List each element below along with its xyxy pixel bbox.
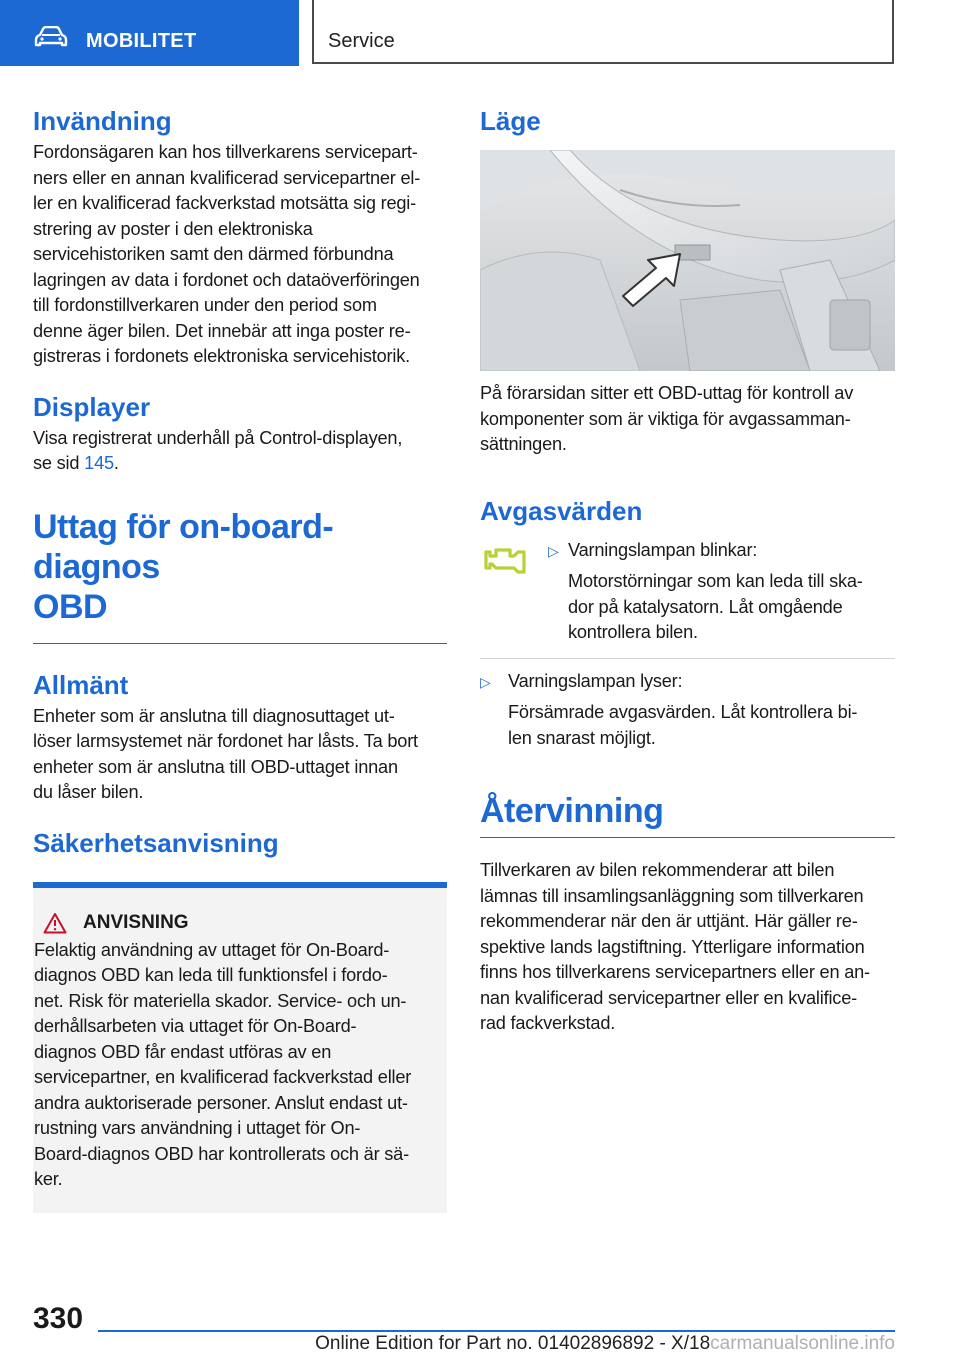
list-item-title: Varningslampan blinkar: [568,539,758,560]
caption-line: komponenter som är viktiga för avgassamman- [480,408,851,429]
allmant-line: du låser bilen. [33,782,144,802]
avgas-item-with-icon [480,538,895,646]
atervinning-line: rad fackverkstad. [480,1013,616,1033]
footer-edition [300,1333,895,1355]
notice-body [33,938,447,1193]
avgas-list [480,538,895,752]
invandning-line: servicehistoriken samt den därmed förbundna [33,244,394,264]
invandning-line: denne äger bilen. Det innebär att inga poster re- [33,320,411,341]
left-column [33,96,447,1213]
list-item-line: Försämrade avgasvärden. Låt kontrollera bi- [508,702,858,722]
notice-line: diagnos OBD får endast utföras av en [34,1041,332,1062]
notice-line: rustning vars användning i uttaget för On- [34,1118,361,1138]
list-item [548,538,895,646]
chapter-title-line: OBD [33,587,108,626]
invandning-line: lagringen av data i fordonet och dataöverföringen [33,269,420,290]
engine-warning-icon [480,546,530,576]
notice-box [33,882,447,1213]
triangle-bullet-icon: ▷ [548,542,559,559]
allmant-body [33,704,447,806]
invandning-line: gistreras i fordonets elektroniska servicehistorik. [33,346,410,366]
allmant-line: enheter som är anslutna till OBD-uttaget innan [33,756,398,777]
allmant-line: löser larmsystemet när fordonet har låsts. Ta bort [33,731,418,751]
list-divider [480,658,895,659]
chapter-title-line: Uttag för on-board-diagnos [33,507,334,586]
caption-line: På förarsidan sitter ett OBD-uttag för kontroll av [480,383,854,403]
chapter-title-line: Återvinning [480,792,664,830]
displayer-line [33,451,447,477]
notice-line: andra auktoriserade personer. Anslut endast ut- [34,1092,408,1113]
displayer-suffix: . [113,453,119,473]
car-icon [34,26,68,48]
displayer-line: Visa registrerat underhåll på Control-displayen, [33,427,403,448]
atervinning-line: spektive lands lagstiftning. Ytterligare information [480,936,865,957]
heading-allmant: Allmänt [33,669,129,700]
list-item-line: Motorstörningar som kan leda till ska- [568,571,863,591]
title-rule [33,643,447,644]
atervinning-line: rekommenderar när den är uttjänt. Här gäller re- [480,911,858,931]
notice-title: ANVISNING [83,911,189,933]
list-item-line: dor på katalysatorn. Låt omgående [568,596,843,617]
warning-triangle-icon [43,912,67,934]
obd-location-photo [480,150,895,371]
list-item-line: len snarast möjligt. [508,727,656,748]
section-tab-label: Service [328,30,395,52]
invandning-line: till fordonstillverkaren under den period som [33,295,377,315]
displayer-prefix: se sid [33,453,85,473]
section-tab[interactable] [312,0,894,64]
invandning-line: ler en kvalificerad fackverkstad motsätta sig regi- [33,193,417,213]
notice-line: diagnos OBD kan leda till funktionsfel i fordo- [34,965,388,985]
atervinning-line: nan kvalificerad servicepartner eller en kvalifice- [480,987,857,1008]
page-reference-link[interactable]: 145 [84,453,114,473]
notice-line: servicepartner, en kvalificerad fackverkstad eller [34,1067,412,1087]
page-number: 330 [33,1302,84,1335]
atervinning-line: finns hos tillverkarens servicepartners eller en an- [480,962,870,982]
list-item-title: Varningslampan lyser: [508,670,683,691]
invandning-body [33,140,447,370]
notice-line: net. Risk för materiella skador. Service- och un- [34,990,407,1011]
displayer-body [33,426,447,477]
invandning-line: Fordonsägaren kan hos tillverkarens servicepart- [33,142,418,162]
notice-line: derhållsarbeten via uttaget för On-Board- [34,1016,357,1036]
page-header [0,0,960,66]
notice-line: Felaktig användning av uttaget för On-Board- [34,939,390,960]
heading-invandning: Invändning [33,106,172,136]
invandning-line: strering av poster i den elektroniska [33,218,313,239]
atervinning-line: Tillverkaren av bilen rekommenderar att bilen [480,860,835,880]
lage-caption [480,381,895,458]
title-rule [480,837,895,838]
chapter-tab-label: MOBILITET [86,30,197,52]
caption-line: sättningen. [480,434,567,454]
atervinning-body [480,858,895,1037]
obd-title-block [33,507,447,644]
notice-line: ker. [34,1169,63,1189]
invandning-line: ners eller en annan kvalificerad servicepartner el- [33,167,421,188]
heading-avgas: Avgasvärden [480,495,643,526]
edition-text: Online Edition for Part no. 01402896892 - X/18 [315,1333,711,1354]
triangle-bullet-icon: ▷ [480,673,491,690]
list-item [480,669,895,752]
list-item-line: kontrollera bilen. [568,622,698,642]
heading-displayer: Displayer [33,391,151,422]
watermark-text: carmanualsonline.info [710,1333,895,1354]
atervinning-line: lämnas till insamlingsanläggning som tillverkaren [480,885,864,906]
notice-line: Board-diagnos OBD har kontrollerats och är sä- [34,1143,409,1164]
allmant-line: Enheter som är anslutna till diagnosuttaget ut- [33,705,395,726]
heading-sakerhet: Säkerhetsanvisning [33,827,279,858]
chapter-tab[interactable] [0,0,299,66]
right-column [480,96,895,1037]
atervinning-title-block [480,791,895,838]
heading-lage: Läge [480,106,541,136]
notice-header [33,912,447,934]
footer-rule [98,1330,895,1332]
